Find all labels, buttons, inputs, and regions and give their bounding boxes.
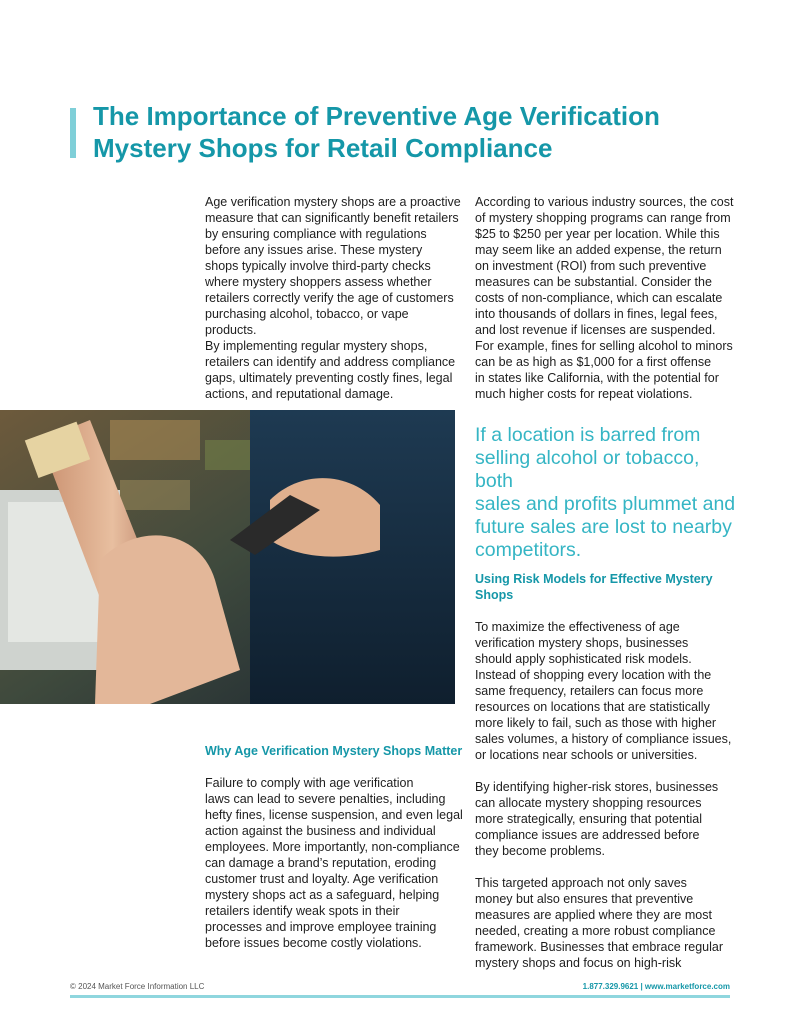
intro-column bbox=[205, 194, 463, 402]
risk-models-section bbox=[475, 555, 737, 971]
cost-paragraph: According to various industry sources, the cost of mystery shopping programs can range from $25 to $250 per year per location. While this may seem like an added expense, the return on investment (ROI) from such preventive measures can be substantial. Consider the costs of non-compliance, which can escalate into thousands of dollars in fines, legal fees, and lost revenue if licenses are suspended. For example, fines for selling alcohol to minors can be as high as $1,000 for a first offense in states like California, with the potential for much higher costs for repeat violations. bbox=[475, 195, 734, 401]
cost-column bbox=[475, 194, 737, 402]
risk-models-paragraph-3: This targeted approach not only saves money but also ensures that preventive measures are applied where they are most needed, creating a more robust compliance framework. Businesses that embrace regular mystery shops and focus on high-risk bbox=[475, 876, 724, 970]
page-title: The Importance of Preventive Age Verification Mystery Shops for Retail Compliance bbox=[93, 101, 660, 163]
footer-copyright: © 2024 Market Force Information LLC bbox=[70, 982, 205, 991]
footer-contact: 1.877.329.9621 | www.marketforce.com bbox=[582, 982, 730, 991]
why-it-matters-section bbox=[205, 727, 463, 951]
why-it-matters-paragraph: Failure to comply with age verification laws can lead to severe penalties, including hefty fines, license suspension, and even legal action against the business and individual employees. More importantly, non-compliance can damage a brand’s reputation, eroding customer trust and loyalty. Age verification mystery shops act as a safeguard, helping retailers identify weak spots in their processes and improve employee training before issues become costly violations. bbox=[205, 776, 463, 950]
title-accent-bar bbox=[70, 108, 76, 158]
intro-paragraph: Age verification mystery shops are a proactive measure that can significantly benefit retailers by ensuring compliance with regulations before any issues arise. These mystery shops typically involve third-party checks where mystery shoppers assess whether retailers correctly verify the age of customers purchasing alcohol, tobacco, or vape products. By implementing regular mystery shops, retailers can identify and address compliance gaps, ultimately preventing costly fines, legal actions, and reputational damage. bbox=[205, 195, 461, 401]
footer-rule bbox=[70, 995, 730, 998]
risk-models-paragraph-1: To maximize the effectiveness of age verification mystery shops, businesses should apply sophisticated risk models. Instead of shopping every location with the same frequency, retailers can focus more resources on locations that are statistically more likely to fail, such as those with higher sales volumes, a history of compliance issues, or locations near schools or universities. bbox=[475, 620, 732, 762]
pull-quote: If a location is barred from selling alcohol or tobacco, both sales and profits plummet and future sales are lost to nearby competitors. bbox=[475, 424, 736, 561]
risk-models-heading: Using Risk Models for Effective Mystery Shops bbox=[475, 572, 713, 602]
cashier-scanning-bottle-photo bbox=[0, 410, 455, 704]
risk-models-paragraph-2: By identifying higher-risk stores, businesses can allocate mystery shopping resources more strategically, ensuring that potential compliance issues are addressed before they become problems. bbox=[475, 780, 719, 858]
why-it-matters-heading: Why Age Verification Mystery Shops Matter bbox=[205, 744, 463, 758]
